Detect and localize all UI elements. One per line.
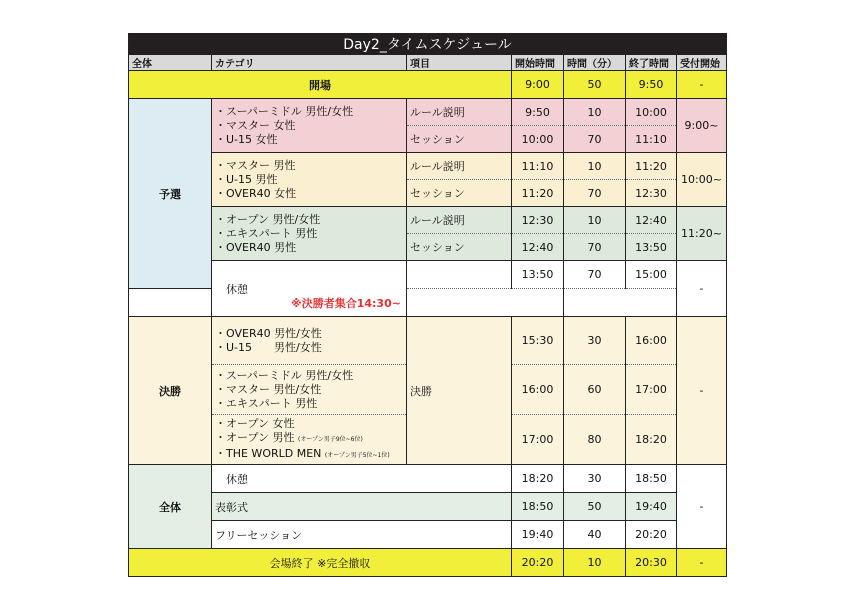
category-line: ・オープン 男性/女性 (215, 212, 321, 226)
end-time: 18:50 (626, 465, 677, 493)
header-end: 終了時間 (626, 55, 677, 71)
yosen-break-row2 (129, 289, 727, 317)
reception-time: 9:00~ (677, 99, 727, 153)
yosen-g1-categories (212, 99, 407, 153)
kessho-block1-row (129, 317, 727, 365)
duration: 60 (564, 365, 626, 415)
category-line: ・U-15 男性/女性 (215, 340, 322, 354)
item-rule: ルール説明 (407, 153, 512, 180)
closing-label: 会場終了 ※完全撤収 (129, 549, 512, 577)
yosen-g1-row1 (129, 99, 727, 126)
category-line (215, 447, 403, 463)
end-time: 11:10 (626, 126, 677, 153)
yosen-break-row1 (129, 261, 727, 289)
item-session: セッション (407, 126, 512, 153)
kessho-item: 決勝 (407, 317, 512, 465)
category-line: ・オープン 女性 (215, 416, 295, 430)
duration: 40 (564, 521, 626, 549)
break-item-empty (407, 261, 512, 289)
kessho-block3-categories (212, 415, 407, 465)
free-session-label: フリーセッション (212, 521, 512, 549)
closing-reception: - (677, 549, 727, 577)
yosen-g2-categories (212, 153, 407, 207)
yosen-g2-row1 (129, 153, 727, 180)
duration: 70 (564, 180, 626, 207)
end-time: 13:50 (626, 234, 677, 261)
start-time: 18:20 (512, 465, 564, 493)
start-time: 13:50 (512, 261, 564, 289)
schedule-table (128, 33, 727, 577)
category-line: ・OVER40 男性 (215, 240, 297, 254)
category-line: ・OVER40 女性 (215, 186, 297, 200)
closing-end: 20:30 (626, 549, 677, 577)
header-reception: 受付開始 (677, 55, 727, 71)
opening-duration: 50 (564, 71, 626, 99)
zentai-award-row (129, 493, 727, 521)
break-label: 休憩 (212, 261, 407, 317)
header-duration: 時間（分） (564, 55, 626, 71)
start-time: 17:00 (512, 415, 564, 465)
item-session: セッション (407, 180, 512, 207)
category-text: ・オープン 男性 (215, 430, 295, 444)
category-line: ・スーパーミドル 男性/女性 (215, 104, 354, 118)
end-time: 20:20 (626, 521, 677, 549)
opening-reception: - (677, 71, 727, 99)
duration: 10 (564, 153, 626, 180)
category-line: ・U-15 男性 (215, 172, 278, 186)
header-start: 開始時間 (512, 55, 564, 71)
start-time: 19:40 (512, 521, 564, 549)
category-note: (オープン男子5位~1位) (324, 451, 390, 459)
item-rule: ルール説明 (407, 99, 512, 126)
category-line: ・スーパーミドル 男性/女性 (215, 368, 354, 382)
opening-label: 開場 (129, 71, 512, 99)
duration: 10 (564, 99, 626, 126)
finalist-gather-note: ※決勝者集合14:30~ (129, 289, 564, 317)
end-time: 19:40 (626, 493, 677, 521)
category-line: ・OVER40 男性/女性 (215, 326, 322, 340)
reception-time: 10:00~ (677, 153, 727, 207)
reception-time: 11:20~ (677, 207, 727, 261)
opening-row (129, 71, 727, 99)
category-line: ・U-15 女性 (215, 132, 278, 146)
category-line (215, 431, 403, 447)
duration: 10 (564, 207, 626, 234)
start-time: 11:10 (512, 153, 564, 180)
end-time: 10:00 (626, 99, 677, 126)
start-time: 15:30 (512, 317, 564, 365)
end-time: 18:20 (626, 415, 677, 465)
duration: 30 (564, 465, 626, 493)
end-time: 11:20 (626, 153, 677, 180)
yosen-g3-categories (212, 207, 407, 261)
closing-row (129, 549, 727, 577)
reception-time: - (677, 465, 727, 549)
closing-duration: 10 (564, 549, 626, 577)
category-line: ・エキスパート 男性 (215, 396, 318, 410)
schedule-title: Day2_タイムスケジュール (129, 34, 727, 55)
start-time: 11:20 (512, 180, 564, 207)
duration: 50 (564, 493, 626, 521)
kessho-block2-categories (212, 365, 407, 415)
header-category: カテゴリ (212, 55, 407, 71)
zentai-break-row (129, 465, 727, 493)
kessho-block1-categories (212, 317, 407, 365)
header-zentai: 全体 (129, 55, 212, 71)
end-time: 12:40 (626, 207, 677, 234)
start-time: 18:50 (512, 493, 564, 521)
item-rule: ルール説明 (407, 207, 512, 234)
start-time: 16:00 (512, 365, 564, 415)
opening-end: 9:50 (626, 71, 677, 99)
zentai-free-row (129, 521, 727, 549)
yosen-g3-row1 (129, 207, 727, 234)
duration: 80 (564, 415, 626, 465)
category-line: ・エキスパート 男性 (215, 226, 318, 240)
start-time: 9:50 (512, 99, 564, 126)
zentai-break-label: 休憩 (212, 465, 512, 493)
end-time: 12:30 (626, 180, 677, 207)
duration: 70 (564, 234, 626, 261)
category-note: (オープン男子9位~6位) (298, 435, 363, 443)
category-line: ・マスター 男性 (215, 158, 296, 172)
section-zentai-label: 全体 (129, 465, 212, 549)
reception-time: - (677, 317, 727, 465)
start-time: 12:40 (512, 234, 564, 261)
duration: 70 (564, 261, 626, 289)
section-yosen-label: 予選 (129, 99, 212, 289)
closing-start: 20:20 (512, 549, 564, 577)
header-row (129, 55, 727, 71)
section-kessho-label: 決勝 (129, 317, 212, 465)
reception-time: - (677, 261, 727, 317)
header-item: 項目 (407, 55, 512, 71)
item-session: セッション (407, 234, 512, 261)
end-time: 16:00 (626, 317, 677, 365)
category-line: ・マスター 男性/女性 (215, 382, 322, 396)
category-line: ・マスター 女性 (215, 118, 296, 132)
category-text: ・THE WORLD MEN (215, 446, 322, 460)
title-row (129, 34, 727, 55)
duration: 70 (564, 126, 626, 153)
end-time: 15:00 (626, 261, 677, 289)
end-time: 17:00 (626, 365, 677, 415)
opening-start: 9:00 (512, 71, 564, 99)
duration: 30 (564, 317, 626, 365)
award-ceremony-label: 表彰式 (212, 493, 512, 521)
start-time: 10:00 (512, 126, 564, 153)
start-time: 12:30 (512, 207, 564, 234)
